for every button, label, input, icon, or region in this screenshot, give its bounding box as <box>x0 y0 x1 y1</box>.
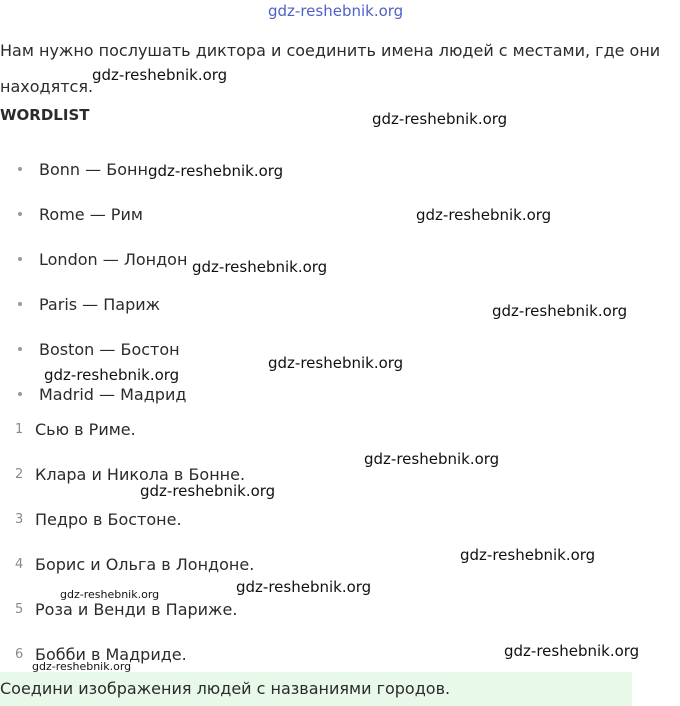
wordlist-item <box>18 338 180 360</box>
wordlist-item-label: Bonn — Бонн <box>39 159 148 179</box>
answer-number: 5 <box>15 601 24 617</box>
watermark: gdz-reshebnik.org <box>372 110 508 128</box>
wordlist-item <box>18 248 187 270</box>
wordlist-item-label: Boston — Бостон <box>39 339 180 359</box>
answer-item <box>15 508 182 530</box>
answer-item <box>15 598 237 620</box>
watermark: gdz-reshebnik.org <box>60 588 160 601</box>
bullet-dot-icon <box>18 302 22 306</box>
answer-text: Сью в Риме. <box>35 419 136 439</box>
wordlist-item <box>18 293 160 315</box>
bullet-dot-icon <box>18 167 22 171</box>
wordlist-item <box>18 203 143 225</box>
answer-text: Бобби в Мадриде. <box>35 644 187 664</box>
answer-number: 6 <box>15 646 24 662</box>
answer-number: 4 <box>15 556 24 572</box>
answer-text: Педро в Бостоне. <box>35 509 182 529</box>
answer-item <box>15 418 136 440</box>
watermark: gdz-reshebnik.org <box>416 206 552 224</box>
watermark: gdz-reshebnik.org <box>44 366 180 384</box>
watermark: gdz-reshebnik.org <box>504 642 640 660</box>
watermark: gdz-reshebnik.org <box>268 354 404 372</box>
bullet-dot-icon <box>18 212 22 216</box>
answer-text: Борис и Ольга в Лондоне. <box>35 554 255 574</box>
task-footer: Соедини изображения людей с названиями городов. <box>0 672 632 706</box>
watermark: gdz-reshebnik.org <box>92 66 228 84</box>
watermark: gdz-reshebnik.org <box>148 162 284 180</box>
answer-item <box>15 553 254 575</box>
watermark: gdz-reshebnik.org <box>140 482 276 500</box>
bullet-dot-icon <box>18 257 22 261</box>
watermark: gdz-reshebnik.org <box>236 578 372 596</box>
watermark: gdz-reshebnik.org <box>492 302 628 320</box>
site-link[interactable]: gdz-reshebnik.org <box>268 2 404 20</box>
wordlist-item <box>18 158 148 180</box>
bullet-dot-icon <box>18 347 22 351</box>
answer-number: 3 <box>15 511 24 527</box>
wordlist-item-label: Paris — Париж <box>39 294 161 314</box>
wordlist-item-label: Madrid — Мадрид <box>39 384 187 404</box>
watermark: gdz-reshebnik.org <box>460 546 596 564</box>
bullet-dot-icon <box>18 392 22 396</box>
watermark: gdz-reshebnik.org <box>364 450 500 468</box>
answer-text: Клара и Никола в Бонне. <box>35 464 246 484</box>
answer-text: Роза и Венди в Париже. <box>35 599 238 619</box>
watermark: gdz-reshebnik.org <box>192 258 328 276</box>
watermark: gdz-reshebnik.org <box>32 660 132 673</box>
wordlist-item <box>18 383 186 405</box>
wordlist-item-label: Rome — Рим <box>39 204 143 224</box>
answer-number: 1 <box>15 421 24 437</box>
wordlist-item-label: London — Лондон <box>39 249 188 269</box>
answer-number: 2 <box>15 466 24 482</box>
wordlist-heading: WORDLIST <box>0 106 90 124</box>
intro-paragraph: Нам нужно послушать диктора и соединить имена людей с местами, где они находятся. <box>0 41 661 96</box>
